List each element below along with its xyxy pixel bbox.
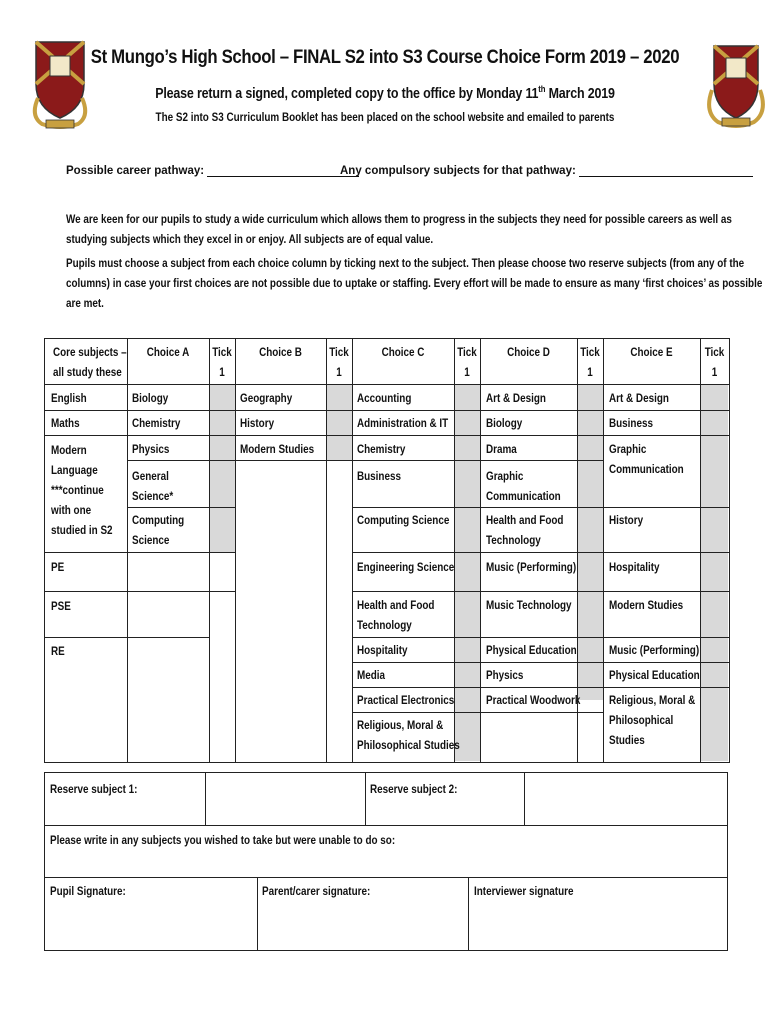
tick-box[interactable] (209, 385, 235, 410)
header-choice-b: Choice B (259, 347, 302, 359)
choice-e-subject: Physical Education (609, 670, 700, 682)
choice-c-subject: Practical Electronics (357, 695, 455, 707)
choice-d-subject: Health and Food Technology (486, 515, 564, 547)
choice-c-subject: Business (357, 471, 401, 483)
choice-a-subject: Chemistry (132, 418, 181, 430)
reserve-subject-2-field[interactable] (525, 773, 727, 825)
choice-a-subject: Computing Science (132, 515, 185, 547)
tick-shade-d (577, 384, 603, 700)
interviewer-signature-field[interactable] (469, 878, 727, 950)
tick-box[interactable] (577, 385, 603, 410)
tick-shade-c (454, 384, 480, 761)
choice-d-subject: Drama (486, 444, 517, 456)
parent-signature-label: Parent/carer signature: (262, 886, 371, 898)
choice-d-subject: Music Technology (486, 600, 572, 612)
choice-c-subject: Religious, Moral & Philosophical Studies (357, 720, 460, 752)
header-tick-d: Tick 1 (580, 347, 600, 379)
choice-d-subject: Physical Education (486, 645, 577, 657)
core-subject: PSE (51, 601, 71, 613)
form-title: St Mungo’s High School – FINAL S2 into S3 Course Choice Form 2019 – 2020 (90, 46, 680, 68)
choice-c-subject: Engineering Science (357, 562, 455, 574)
header-choice-e: Choice E (630, 347, 673, 359)
compulsory-subjects-line[interactable] (579, 164, 753, 177)
choice-d-subject: Practical Woodwork (486, 695, 581, 707)
tick-box[interactable] (700, 385, 728, 410)
return-deadline: Please return a signed, completed copy to the office by Monday 11th March 2019 (155, 84, 615, 102)
choice-d-subject: Biology (486, 418, 523, 430)
booklet-note: The S2 into S3 Curriculum Booklet has been placed on the school website and emailed to parents (155, 112, 615, 124)
header-tick-b: Tick 1 (329, 347, 349, 379)
reserve-subject-1-field[interactable] (206, 773, 364, 825)
reserve-subject-2-label: Reserve subject 2: (370, 784, 458, 796)
unable-subjects-field[interactable] (45, 826, 727, 877)
choice-a-subject: General Science* (132, 471, 174, 503)
core-subject: PE (51, 562, 65, 574)
choice-a-subject: Physics (132, 444, 170, 456)
choice-b-subject: Modern Studies (240, 444, 315, 456)
career-pathway-label: Possible career pathway: (66, 165, 205, 177)
choice-e-subject: Art & Design (609, 393, 669, 405)
choice-c-subject: Media (357, 670, 386, 682)
header-choice-a: Choice A (146, 347, 190, 359)
choice-b-subject: Geography (240, 393, 293, 405)
core-subject: Modern Language ***continue with one studied in S2 (51, 445, 113, 537)
tick-shade-e (700, 384, 728, 761)
tick-box[interactable] (454, 385, 480, 410)
core-subject: Maths (51, 418, 80, 430)
choice-e-subject: History (609, 515, 644, 527)
header-tick-a: Tick 1 (212, 347, 232, 379)
course-choice-table (44, 338, 730, 763)
career-pathway-field[interactable] (66, 164, 359, 177)
choice-e-subject: Religious, Moral & Philosophical Studies (609, 695, 696, 747)
choice-c-subject: Administration & IT (357, 418, 449, 430)
choice-e-subject: Graphic Communication (609, 444, 684, 476)
choice-d-subject: Graphic Communication (486, 471, 561, 503)
choice-d-subject: Physics (486, 670, 524, 682)
pupil-signature-field[interactable] (45, 878, 257, 950)
choice-d-subject: Art & Design (486, 393, 546, 405)
choice-c-subject: Computing Science (357, 515, 450, 527)
header-core: Core subjects – all study these (53, 347, 127, 379)
choice-c-subject: Chemistry (357, 444, 406, 456)
choice-b-subject: History (240, 418, 275, 430)
core-subject: RE (51, 646, 65, 658)
compulsory-subjects-field[interactable] (340, 164, 753, 177)
intro-paragraph-1: We are keen for our pupils to study a wide curriculum which allows them to progress in the subjects they need for possible careers as well as studying subjects which they excel in or enjoy. All subjects are of equal value. (66, 214, 732, 246)
career-pathway-line[interactable] (207, 164, 359, 177)
choice-d-subject: Music (Performing) (486, 562, 577, 574)
choice-a-subject: Biology (132, 393, 169, 405)
interviewer-signature-label: Interviewer signature (474, 886, 574, 898)
tick-box[interactable] (326, 385, 352, 410)
header-tick-c: Tick 1 (457, 347, 477, 379)
choice-e-subject: Business (609, 418, 653, 430)
header-choice-c: Choice C (381, 347, 425, 359)
choice-c-subject: Health and Food Technology (357, 600, 435, 632)
choice-c-subject: Accounting (357, 393, 412, 405)
header-tick-e: Tick 1 (704, 347, 725, 379)
choice-e-subject: Hospitality (609, 562, 660, 574)
pupil-signature-label: Pupil Signature: (50, 886, 126, 898)
choice-c-subject: Hospitality (357, 645, 408, 657)
core-subject: English (51, 393, 87, 405)
choice-e-subject: Modern Studies (609, 600, 684, 612)
reserve-and-signature-box (44, 772, 728, 951)
reserve-subject-1-label: Reserve subject 1: (50, 784, 138, 796)
choice-e-subject: Music (Performing) (609, 645, 700, 657)
intro-paragraph-2: Pupils must choose a subject from each choice column by ticking next to the subject. Then please choose two reserve subjects (from any of the columns) in case your first choices are not possible due to uptake or staffing. Every effort will be made to ensure as many ‘first choices’ as possible are met. (66, 258, 763, 310)
header-choice-d: Choice D (507, 347, 550, 359)
unable-subjects-label: Please write in any subjects you wished to take but were unable to do so: (50, 835, 396, 847)
compulsory-subjects-label: Any compulsory subjects for that pathway: (340, 165, 576, 177)
parent-signature-field[interactable] (258, 878, 468, 950)
